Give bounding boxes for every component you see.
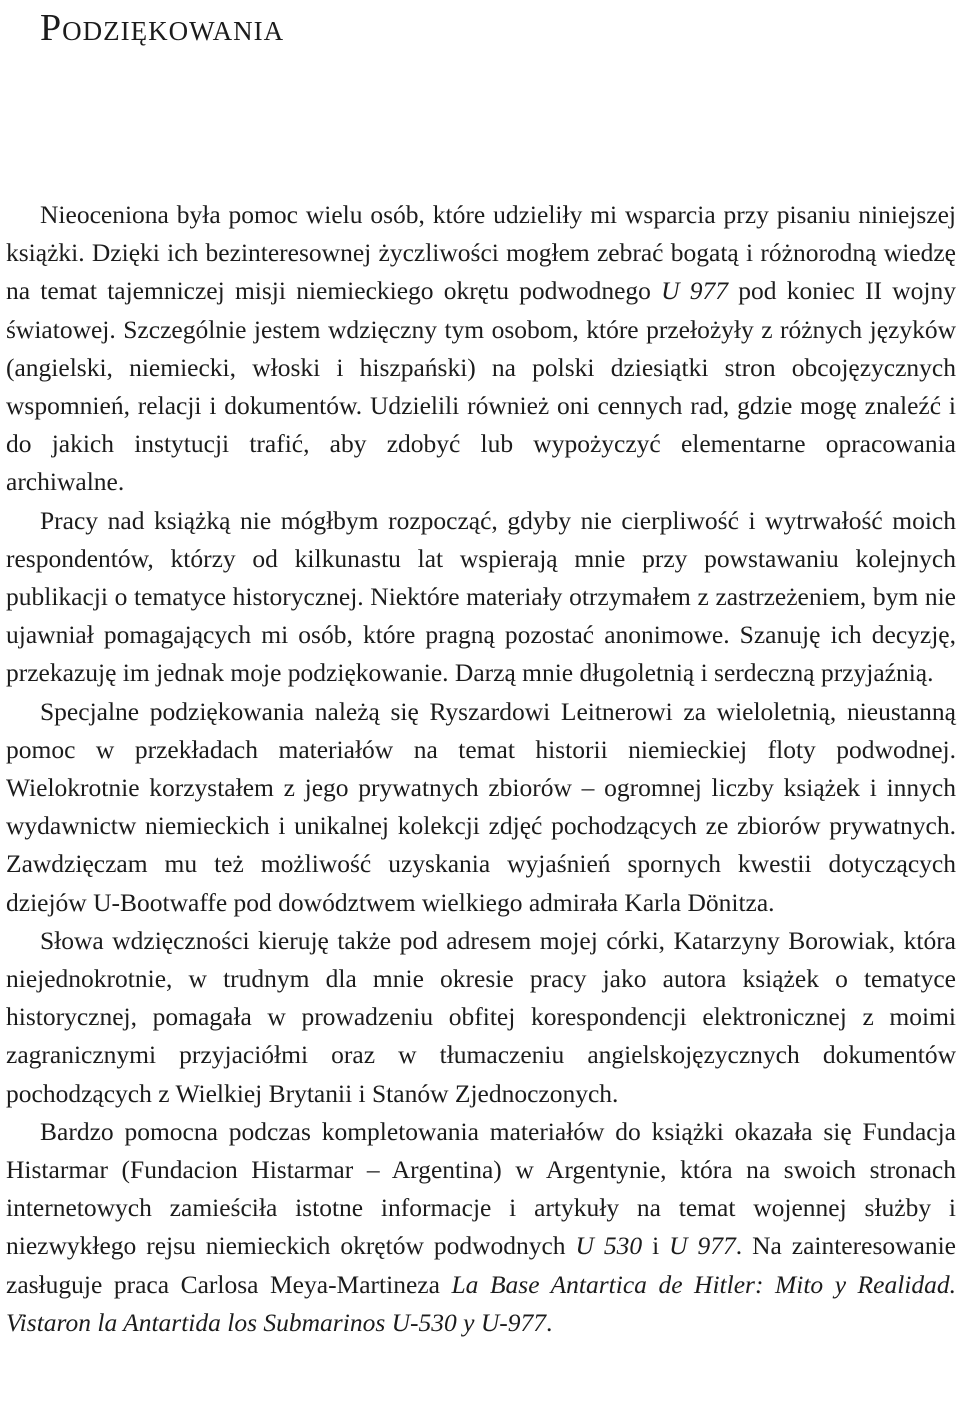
text-run: . [546, 1307, 553, 1337]
page-title: Podziękowania [40, 7, 285, 49]
paragraph [6, 1113, 956, 1342]
italic-run: La Base Antartica de Hitler: Mito y Realidad. Vistaron la Antartida los Submarinos U-530 y U-977 [6, 1269, 956, 1337]
text-run: Słowa wdzięczności kieruję także pod adresem mojej córki, Katarzyny Borowiak, która niejednokrotnie, w trudnym dla mnie okresie pracy jako autora książek o tematyce historycznej, pomagała w prowadzeniu obfitej korespondencji elektronicznej z moimi zagranicznymi przyjaciółmi oraz w tłumaczeniu angielskojęzycznych dokumentów pochodzących z Wielkiej Brytanii i Stanów Zjednoczonych. [6, 925, 956, 1108]
paragraph [6, 922, 956, 1113]
italic-run: U 977 [669, 1231, 736, 1261]
paragraph [6, 502, 956, 693]
body-text [6, 196, 956, 1342]
italic-run: U 530 [575, 1231, 643, 1261]
text-run: i [642, 1231, 670, 1261]
text-run: . Na zainteresowanie zasługuje praca Carlosa Meya-Martineza [6, 1231, 956, 1299]
text-run: pod koniec II wojny światowej. Szczególnie jestem wdzięczny tym osobom, które przełożyły z różnych języków (angielski, niemiecki, włoski i hiszpański) na polski dziesiątki stron obcojęzycznych wspomnień, relacji i dokumentów. Udzielili również oni cennych rad, gdzie mogę znaleźć i do jakich instytucji trafić, aby zdobyć lub wypożyczyć elementarne opracowania archiwalne. [6, 276, 956, 497]
paragraph [6, 196, 956, 502]
text-run: Bardzo pomocna podczas kompletowania materiałów do książki okazała się Fundacja Histarmar (Fundacion Histarmar – Argentina) w Argentynie, która na swoich stronach internetowych zamieściła istotne informacje i artykuły na temat wojennej służby i niezwykłego rejsu niemieckich okrętów podwodnych [6, 1116, 956, 1261]
text-run: Pracy nad książką nie mógłbym rozpocząć, gdyby nie cierpliwość i wytrwałość moich respondentów, którzy od kilkunastu lat wspierają mnie przy powstawaniu kolejnych publikacji o tematyce historycznej. Niektóre materiały otrzymałem z zastrzeżeniem, bym nie ujawniał pomagających mi osób, które pragną pozostać anonimowe. Szanuję ich decyzję, przekazuję im jednak moje podziękowanie. Darzą mnie długoletnią i serdeczną przyjaźnią. [6, 505, 956, 688]
text-run: Nieoceniona była pomoc wielu osób, które udzieliły mi wsparcia przy pisaniu niniejszej książki. Dzięki ich bezinteresownej życzliwości mogłem zebrać bogatą i różnorodną wiedzę na temat tajemniczej misji niemieckiego okrętu podwodnego [6, 200, 956, 306]
text-run: Specjalne podziękowania należą się Ryszardowi Leitnerowi za wieloletnią, nieustanną pomoc w przekładach materiałów na temat historii niemieckiej floty podwodnej. Wielokrotnie korzystałem z jego prywatnych zbiorów – ogromnej liczby książek i innych wydawnictw niemieckich i unikalnej kolekcji zdjęć pochodzących ze zbiorów prywatnych. Zawdzięczam mu też możliwość uzyskania wyjaśnień spornych kwestii dotyczących dziejów U-Bootwaffe pod dowództwem wielkiego admirała Karla Dönitza. [6, 696, 956, 917]
paragraph [6, 693, 956, 922]
italic-run: U 977 [661, 276, 729, 306]
